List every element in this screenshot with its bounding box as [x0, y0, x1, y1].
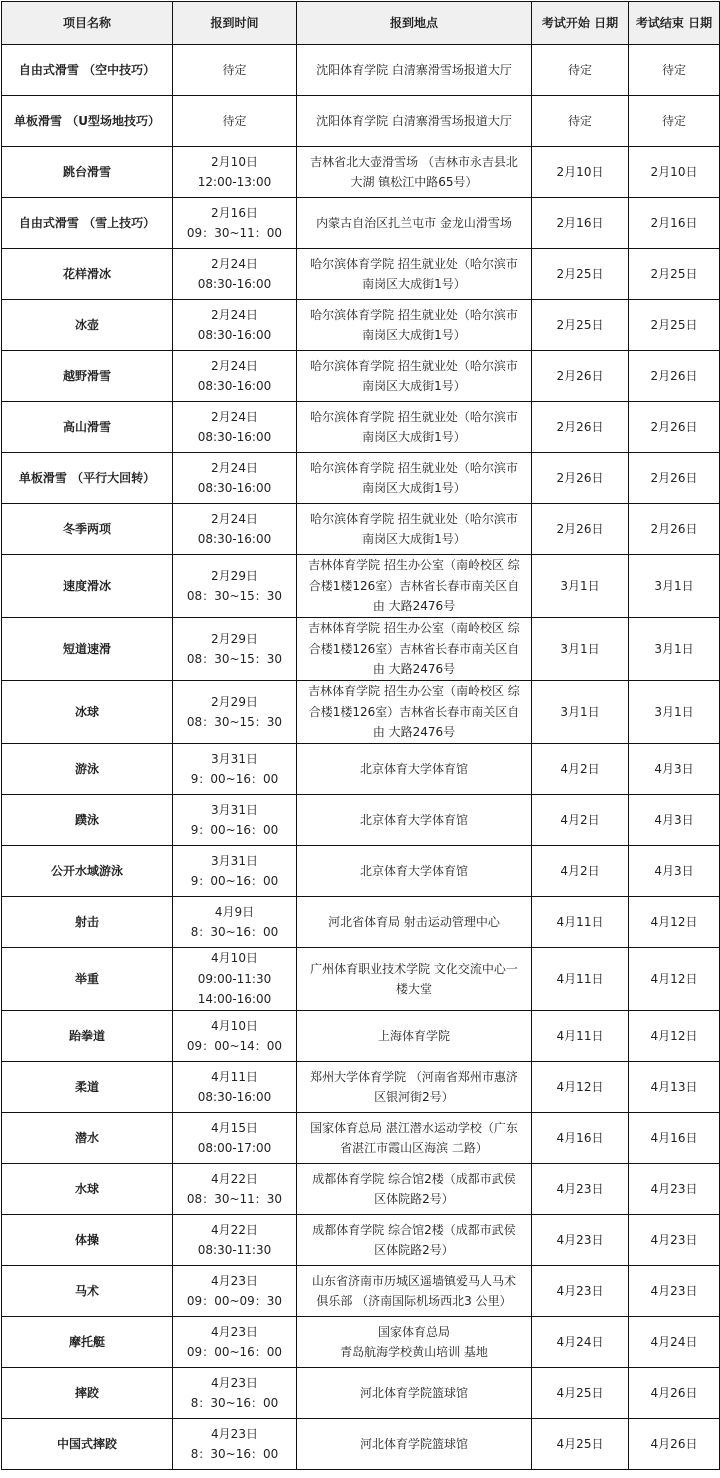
exam-start-cell: 2月16日 [532, 198, 629, 249]
report-place-line: 哈尔滨体育学院 招生就业处（哈尔滨市 [310, 307, 518, 322]
project-name-cell: 潜水 [2, 1113, 173, 1164]
report-time-line: 08:30-16:00 [197, 532, 272, 546]
report-time-line: 4月11日 [211, 1069, 258, 1084]
exam-end-cell: 3月1日 [629, 618, 720, 681]
project-name-cell: 摩托艇 [2, 1317, 173, 1368]
table-row [2, 1164, 720, 1215]
report-place-cell [297, 618, 532, 681]
exam-end-cell: 4月12日 [629, 897, 720, 948]
report-place-line: 国家体育总局 湛江潜水运动学校（广东 [310, 1120, 518, 1135]
report-time-cell [173, 300, 297, 351]
report-place-cell [297, 402, 532, 453]
report-place-line: 河北体育学院篮球馆 [359, 1436, 468, 1451]
project-name-cell: 速度滑冰 [2, 555, 173, 618]
table-row [2, 1266, 720, 1317]
report-time-line: 2月24日 [211, 460, 258, 475]
report-place-cell [297, 681, 532, 744]
table-row [2, 1368, 720, 1419]
report-place-cell [297, 1266, 532, 1317]
report-place-cell [297, 1164, 532, 1215]
report-time-line: 4月10日 [211, 951, 258, 966]
report-place-line: 内蒙古自治区扎兰屯市 金龙山滑雪场 [316, 215, 512, 230]
table-row [2, 555, 720, 618]
report-place-line: 国家体育总局 [377, 1324, 450, 1339]
exam-start-cell: 4月23日 [532, 1266, 629, 1317]
exam-end-cell: 4月26日 [629, 1419, 720, 1470]
report-time-cell [173, 846, 297, 897]
report-place-line: 吉林省北大壶滑雪场 （吉林市永吉县北 [310, 154, 518, 169]
report-place-line: 南岗区大成街1号） [362, 379, 466, 393]
report-place-cell [297, 198, 532, 249]
report-time-line: 9：00~16：00 [190, 823, 279, 837]
project-name-cell: 自由式滑雪 （空中技巧） [2, 45, 173, 96]
project-name-cell: 冬季两项 [2, 504, 173, 555]
report-place-cell [297, 555, 532, 618]
report-time-line: 4月9日 [214, 904, 255, 919]
report-place-line: 南岗区大成街1号） [362, 481, 466, 495]
exam-end-cell: 2月25日 [629, 249, 720, 300]
exam-end-cell: 4月12日 [629, 1011, 720, 1062]
report-place-cell [297, 147, 532, 198]
table-row [2, 1113, 720, 1164]
report-place-cell [297, 45, 532, 96]
report-place-cell [297, 453, 532, 504]
report-time-cell [173, 897, 297, 948]
report-time-line: 9：00~16：00 [190, 772, 279, 786]
report-place-line: 青岛航海学校黄山培训 基地 [340, 1345, 488, 1359]
table-row [2, 147, 720, 198]
report-time-line: 14:00-16:00 [197, 992, 272, 1007]
report-place-line: 北京体育大学体育馆 [359, 761, 468, 776]
table-row [2, 795, 720, 846]
table-row [2, 1317, 720, 1368]
report-place-cell [297, 846, 532, 897]
exam-start-cell: 4月11日 [532, 948, 629, 1011]
table-row [2, 1419, 720, 1470]
exam-end-cell: 待定 [629, 45, 720, 96]
exam-start-cell: 2月26日 [532, 453, 629, 504]
exam-start-cell: 2月25日 [532, 249, 629, 300]
exam-start-cell: 2月26日 [532, 504, 629, 555]
report-place-cell [297, 351, 532, 402]
table-row [2, 1011, 720, 1062]
report-time-line: 8：30~16：00 [190, 1396, 279, 1410]
exam-end-cell: 3月1日 [629, 681, 720, 744]
report-time-cell [173, 45, 297, 96]
exam-end-cell: 待定 [629, 96, 720, 147]
table-row [2, 402, 720, 453]
report-time-cell [173, 1113, 297, 1164]
report-time-line: 09：00~14：00 [186, 1039, 283, 1053]
report-place-line: 合楼1楼126室）吉林省长春市南关区自 [308, 641, 520, 656]
report-place-line: 沈阳体育学院 白清寨滑雪场报道大厅 [316, 62, 512, 77]
exam-end-cell: 2月26日 [629, 351, 720, 402]
report-place-line: 哈尔滨体育学院 招生就业处（哈尔滨市 [310, 511, 518, 526]
report-place-cell [297, 1113, 532, 1164]
report-time-line: 09：00~09：30 [186, 1294, 283, 1308]
exam-start-cell: 4月23日 [532, 1215, 629, 1266]
report-time-cell [173, 681, 297, 744]
report-time-line: 09:00-11:30 [197, 971, 272, 986]
exam-start-cell: 4月25日 [532, 1419, 629, 1470]
exam-end-cell: 4月3日 [629, 846, 720, 897]
exam-start-cell: 4月2日 [532, 846, 629, 897]
report-place-line: 南岗区大成街1号） [362, 532, 466, 546]
table-row [2, 504, 720, 555]
report-time-line: 08:30-16:00 [197, 430, 272, 444]
report-place-line: 大湖 镇松江中路65号） [350, 175, 478, 189]
report-time-cell [173, 504, 297, 555]
exam-end-cell: 4月23日 [629, 1215, 720, 1266]
exam-start-cell: 4月16日 [532, 1113, 629, 1164]
report-time-cell [173, 351, 297, 402]
table-row [2, 744, 720, 795]
report-time-line: 待定 [222, 62, 247, 77]
project-name-cell: 柔道 [2, 1062, 173, 1113]
report-time-line: 3月31日 [211, 853, 258, 868]
exam-end-cell: 4月23日 [629, 1266, 720, 1317]
report-time-line: 08：30~15：30 [186, 652, 283, 666]
report-time-line: 4月23日 [211, 1273, 258, 1288]
report-place-line: 由 大路2476号 [372, 725, 456, 740]
report-time-line: 08:30-16:00 [197, 481, 272, 495]
report-place-line: 哈尔滨体育学院 招生就业处（哈尔滨市 [310, 256, 518, 271]
exam-end-cell: 3月1日 [629, 555, 720, 618]
report-time-line: 08：30~15：30 [186, 589, 283, 603]
project-name-cell: 单板滑雪 （平行大回转） [2, 453, 173, 504]
report-time-cell [173, 1011, 297, 1062]
report-time-line: 2月24日 [211, 409, 258, 424]
report-time-line: 2月29日 [211, 568, 258, 583]
report-time-line: 08：30~11：30 [186, 1192, 283, 1206]
report-place-cell [297, 744, 532, 795]
report-time-cell [173, 1215, 297, 1266]
exam-start-cell: 4月23日 [532, 1164, 629, 1215]
report-place-cell [297, 897, 532, 948]
project-name-cell: 冰壶 [2, 300, 173, 351]
report-place-line: 区体院路2号） [374, 1243, 454, 1257]
exam-end-cell: 4月26日 [629, 1368, 720, 1419]
report-time-cell [173, 1368, 297, 1419]
report-place-line: 广州体育职业技术学院 文化交流中心一 [310, 961, 518, 976]
report-time-line: 08:30-16:00 [197, 379, 272, 393]
report-time-cell [173, 402, 297, 453]
report-time-line: 2月10日 [211, 154, 258, 169]
report-place-line: 区银河街2号） [374, 1090, 454, 1104]
report-time-line: 08:30-16:00 [197, 328, 272, 342]
report-place-line: 北京体育大学体育馆 [359, 812, 468, 827]
table-row [2, 846, 720, 897]
project-name-cell: 公开水域游泳 [2, 846, 173, 897]
table-row [2, 198, 720, 249]
project-name-cell: 举重 [2, 948, 173, 1011]
table-row [2, 300, 720, 351]
table-header [2, 2, 720, 45]
report-place-line: 吉林体育学院 招生办公室（南岭校区 综 [308, 621, 520, 636]
report-place-line: 合楼1楼126室）吉林省长春市南关区自 [308, 704, 520, 719]
report-place-cell [297, 1419, 532, 1470]
exam-start-cell: 待定 [532, 96, 629, 147]
exam-end-cell: 2月26日 [629, 453, 720, 504]
report-time-line: 4月10日 [211, 1018, 258, 1033]
table-row [2, 351, 720, 402]
report-time-cell [173, 948, 297, 1011]
exam-start-cell: 待定 [532, 45, 629, 96]
report-time-cell [173, 1419, 297, 1470]
exam-start-cell: 2月25日 [532, 300, 629, 351]
header-exam-end: 考试结束 日期 [629, 2, 720, 45]
report-time-line: 08:30-16:00 [197, 1090, 272, 1104]
header-report-place: 报到地点 [297, 2, 532, 45]
report-time-line: 4月15日 [211, 1120, 258, 1135]
report-time-line: 08：30~15：30 [186, 715, 283, 729]
report-time-cell [173, 96, 297, 147]
project-name-cell: 中国式摔跤 [2, 1419, 173, 1470]
exam-start-cell: 4月2日 [532, 744, 629, 795]
report-place-cell [297, 249, 532, 300]
exam-end-cell: 4月23日 [629, 1164, 720, 1215]
exam-end-cell: 2月26日 [629, 504, 720, 555]
report-time-line: 4月22日 [211, 1222, 258, 1237]
report-place-line: 上海体育学院 [377, 1028, 450, 1043]
report-place-line: 合楼1楼126室）吉林省长春市南关区自 [308, 578, 520, 593]
report-place-line: 哈尔滨体育学院 招生就业处（哈尔滨市 [310, 358, 518, 373]
project-name-cell: 游泳 [2, 744, 173, 795]
report-time-line: 2月24日 [211, 307, 258, 322]
project-name-cell: 射击 [2, 897, 173, 948]
report-time-line: 2月29日 [211, 631, 258, 646]
exam-end-cell: 4月13日 [629, 1062, 720, 1113]
exam-end-cell: 2月16日 [629, 198, 720, 249]
report-time-cell [173, 1266, 297, 1317]
report-time-cell [173, 795, 297, 846]
table-row [2, 453, 720, 504]
table-row [2, 948, 720, 1011]
exam-end-cell: 2月10日 [629, 147, 720, 198]
report-time-line: 8：30~16：00 [190, 1447, 279, 1461]
report-time-cell [173, 1062, 297, 1113]
report-time-line: 08:00-17:00 [197, 1141, 272, 1155]
report-time-cell [173, 1164, 297, 1215]
report-place-line: 南岗区大成街1号） [362, 328, 466, 342]
table-row [2, 618, 720, 681]
report-place-line: 南岗区大成街1号） [362, 277, 466, 291]
report-place-line: 省湛江市霞山区海滨 二路） [340, 1141, 488, 1155]
report-place-line: 北京体育大学体育馆 [359, 863, 468, 878]
report-place-line: 由 大路2476号 [372, 599, 456, 614]
header-report-time: 报到时间 [173, 2, 297, 45]
report-time-cell [173, 249, 297, 300]
exam-start-cell: 2月10日 [532, 147, 629, 198]
report-time-line: 8：30~16：00 [190, 925, 279, 939]
report-time-line: 待定 [222, 113, 247, 128]
project-name-cell: 花样滑冰 [2, 249, 173, 300]
exam-start-cell: 4月11日 [532, 897, 629, 948]
project-name-cell: 短道速滑 [2, 618, 173, 681]
report-time-line: 4月22日 [211, 1171, 258, 1186]
table-row [2, 1062, 720, 1113]
project-name-cell: 高山滑雪 [2, 402, 173, 453]
project-name-cell: 马术 [2, 1266, 173, 1317]
report-place-line: 郑州大学体育学院 （河南省郑州市惠济 [310, 1069, 518, 1084]
project-name-cell: 蹼泳 [2, 795, 173, 846]
exam-end-cell: 4月16日 [629, 1113, 720, 1164]
report-time-line: 4月23日 [211, 1324, 258, 1339]
report-time-cell [173, 744, 297, 795]
header-exam-start: 考试开始 日期 [532, 2, 629, 45]
report-time-line: 09：00~16：00 [186, 1345, 283, 1359]
report-place-line: 山东省济南市历城区遥墙镇爱马人马术 [311, 1273, 516, 1288]
project-name-cell: 跆拳道 [2, 1011, 173, 1062]
report-time-line: 4月23日 [211, 1426, 258, 1441]
exam-start-cell: 4月25日 [532, 1368, 629, 1419]
project-name-cell: 跳台滑雪 [2, 147, 173, 198]
report-place-cell [297, 948, 532, 1011]
report-time-line: 3月31日 [211, 751, 258, 766]
report-place-line: 吉林体育学院 招生办公室（南岭校区 综 [308, 684, 520, 699]
report-place-line: 成都体育学院 综合馆2楼（成都市武侯 [312, 1171, 516, 1186]
report-time-line: 12:00-13:00 [197, 175, 272, 189]
report-place-line: 哈尔滨体育学院 招生就业处（哈尔滨市 [310, 409, 518, 424]
table-body [2, 45, 720, 1470]
project-name-cell: 自由式滑雪 （雪上技巧） [2, 198, 173, 249]
report-place-line: 吉林体育学院 招生办公室（南岭校区 综 [308, 558, 520, 573]
table-row [2, 681, 720, 744]
report-time-line: 09：30~11：00 [186, 226, 283, 240]
exam-start-cell: 4月11日 [532, 1011, 629, 1062]
exam-start-cell: 4月12日 [532, 1062, 629, 1113]
exam-end-cell: 4月24日 [629, 1317, 720, 1368]
report-place-line: 沈阳体育学院 白清寨滑雪场报道大厅 [316, 113, 512, 128]
report-place-line: 哈尔滨体育学院 招生就业处（哈尔滨市 [310, 460, 518, 475]
table-row [2, 96, 720, 147]
report-place-line: 俱乐部 （济南国际机场西北3 公里） [316, 1294, 512, 1308]
report-time-cell [173, 555, 297, 618]
report-place-cell [297, 1215, 532, 1266]
report-time-line: 2月24日 [211, 358, 258, 373]
exam-end-cell: 4月3日 [629, 744, 720, 795]
project-name-cell: 体操 [2, 1215, 173, 1266]
table-row [2, 45, 720, 96]
exam-end-cell: 2月26日 [629, 402, 720, 453]
report-time-line: 4月23日 [211, 1375, 258, 1390]
project-name-cell: 冰球 [2, 681, 173, 744]
report-time-cell [173, 147, 297, 198]
report-time-cell [173, 198, 297, 249]
report-time-line: 9：00~16：00 [190, 874, 279, 888]
project-name-cell: 单板滑雪 （U型场地技巧） [2, 96, 173, 147]
exam-start-cell: 3月1日 [532, 618, 629, 681]
report-place-line: 区体院路2号） [374, 1192, 454, 1206]
report-place-cell [297, 1368, 532, 1419]
report-place-cell [297, 300, 532, 351]
project-name-cell: 越野滑雪 [2, 351, 173, 402]
report-time-line: 2月24日 [211, 256, 258, 271]
table-row [2, 1215, 720, 1266]
project-name-cell: 水球 [2, 1164, 173, 1215]
report-place-line: 成都体育学院 综合馆2楼（成都市武侯 [312, 1222, 516, 1237]
table-row [2, 897, 720, 948]
report-place-cell [297, 1011, 532, 1062]
report-place-cell [297, 795, 532, 846]
report-time-cell [173, 453, 297, 504]
exam-start-cell: 4月2日 [532, 795, 629, 846]
report-time-line: 3月31日 [211, 802, 258, 817]
table-row [2, 249, 720, 300]
report-place-line: 南岗区大成街1号） [362, 430, 466, 444]
schedule-table [1, 1, 720, 1470]
report-place-line: 河北体育学院篮球馆 [359, 1385, 468, 1400]
exam-start-cell: 2月26日 [532, 351, 629, 402]
report-time-line: 2月29日 [211, 694, 258, 709]
report-place-cell [297, 504, 532, 555]
exam-end-cell: 2月25日 [629, 300, 720, 351]
exam-end-cell: 4月3日 [629, 795, 720, 846]
report-time-cell [173, 618, 297, 681]
report-place-line: 河北省体育局 射击运动管理中心 [328, 914, 500, 929]
report-place-cell [297, 1317, 532, 1368]
exam-end-cell: 4月12日 [629, 948, 720, 1011]
exam-start-cell: 3月1日 [532, 555, 629, 618]
header-project-name: 项目名称 [2, 2, 173, 45]
report-time-line: 2月16日 [211, 205, 258, 220]
project-name-cell: 摔跤 [2, 1368, 173, 1419]
report-place-cell [297, 96, 532, 147]
report-time-cell [173, 1317, 297, 1368]
exam-start-cell: 2月26日 [532, 402, 629, 453]
exam-start-cell: 3月1日 [532, 681, 629, 744]
exam-start-cell: 4月24日 [532, 1317, 629, 1368]
report-place-cell [297, 1062, 532, 1113]
report-time-line: 08:30-16:00 [197, 277, 272, 291]
header-row [2, 2, 720, 45]
report-time-line: 08:30-11:30 [197, 1243, 272, 1257]
report-time-line: 2月24日 [211, 511, 258, 526]
report-place-line: 由 大路2476号 [372, 662, 456, 677]
report-place-line: 楼大堂 [395, 982, 432, 996]
